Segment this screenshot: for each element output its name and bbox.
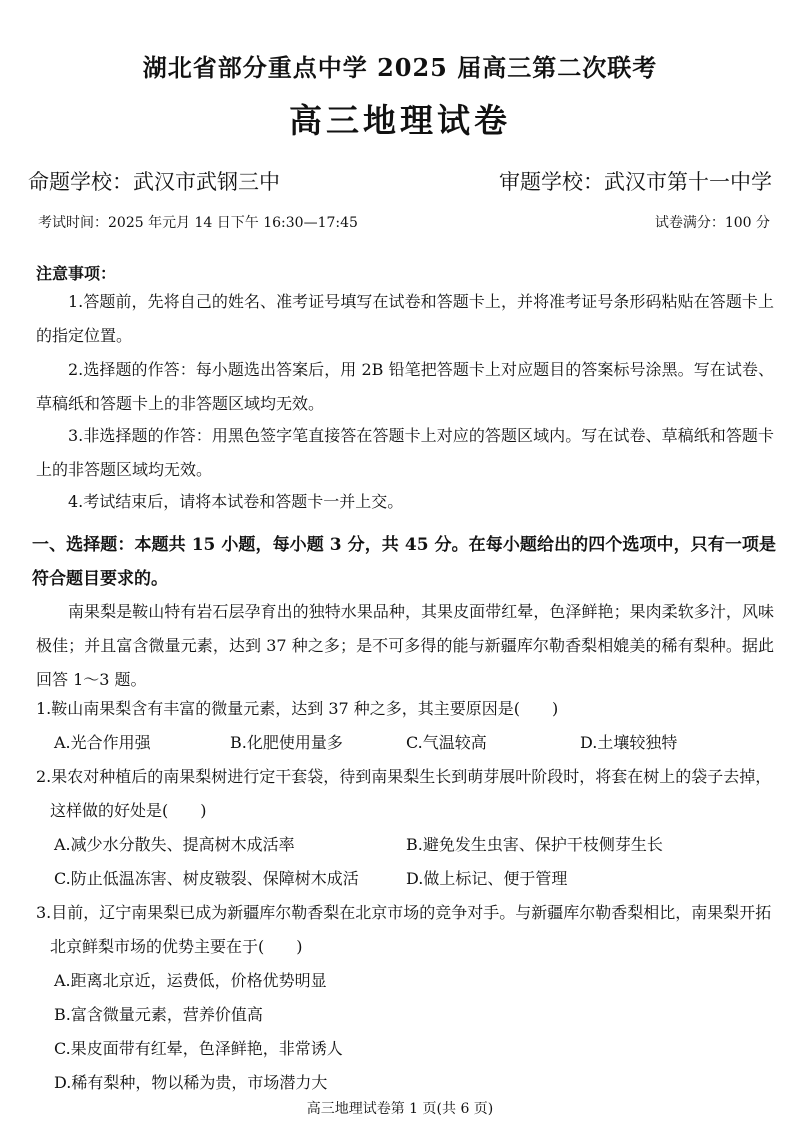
notice-item-3: 3.非选择题的作答：用黑色签字笔直接答在答题卡上对应的答题区域内。写在试卷、草稿纸和答题卡上的非答题区域均无效。 <box>36 426 774 479</box>
setter-school: 命题学校：武汉市武钢三中 <box>28 170 280 194</box>
question-2-option-d: D.做上标记、便于管理 <box>406 869 568 888</box>
notice-item-2: 2.选择题的作答：每小题选出答案后，用 2B 铅笔把答题卡上对应题目的答案标号涂黑。写在试卷、草稿纸和答题卡上的非答题区域均无效。 <box>36 360 774 413</box>
question-1-option-b: B.化肥使用量多 <box>230 733 343 752</box>
question-3-option-c: C.果皮面带有红晕，色泽鲜艳，非常诱人 <box>54 1039 343 1058</box>
question-2-option-b: B.避免发生虫害、保护干枝侧芽生长 <box>406 835 663 854</box>
section-heading: 一、选择题：本题共 15 小题，每小题 3 分，共 45 分。在每小题给出的四个选项中，只有一项是符合题目要求的。 <box>32 535 776 589</box>
exam-time: 考试时间：2025 年元月 14 日下午 16:30—17:45 <box>38 215 358 231</box>
question-1-option-c: C.气温较高 <box>406 733 487 752</box>
question-1-stem: 1.鞍山南果梨含有丰富的微量元素，达到 37 种之多，其主要原因是( ) <box>36 699 559 718</box>
reviewer-school: 审题学校：武汉市第十一中学 <box>499 170 772 194</box>
question-2-option-c: C.防止低温冻害、树皮皲裂、保障树木成活 <box>54 869 359 888</box>
question-1-option-a: A.光合作用强 <box>54 733 151 752</box>
question-3-stem: 3.目前，辽宁南果梨已成为新疆库尔勒香梨在北京市场的竞争对手。与新疆库尔勒香梨相比，南果梨开拓北京鲜梨市场的优势主要在于( ) <box>36 903 772 956</box>
question-1-option-d: D.土壤较独特 <box>580 733 678 752</box>
notice-item-1: 1.答题前，先将自己的姓名、准考证号填写在试卷和答题卡上，并将准考证号条形码粘贴在答题卡上的指定位置。 <box>36 292 774 345</box>
notice-title: 注意事项： <box>36 264 117 283</box>
question-2-stem: 2.果农对种植后的南果梨树进行定干套袋，待到南果梨生长到萌芽展叶阶段时，将套在树上的袋子去掉，这样做的好处是( ) <box>36 767 772 820</box>
question-3-option-a: A.距离北京近，运费低，价格优势明显 <box>54 971 327 990</box>
question-2-option-a: A.减少水分散失、提高树木成活率 <box>54 835 295 854</box>
page-footer: 高三地理试卷第 1 页(共 6 页) <box>306 1101 494 1117</box>
question-3-option-b: B.富含微量元素，营养价值高 <box>54 1005 263 1024</box>
exam-title: 湖北省部分重点中学 2025 届高三第二次联考 <box>142 53 658 82</box>
question-3-option-d: D.稀有梨种，物以稀为贵，市场潜力大 <box>54 1073 328 1092</box>
subject-title: 高三地理试卷 <box>289 101 511 140</box>
notice-item-4: 4.考试结束后，请将本试卷和答题卡一并上交。 <box>68 492 404 511</box>
full-score: 试卷满分：100 分 <box>654 215 770 231</box>
reading-passage: 南果梨是鞍山特有岩石层孕育出的独特水果品种，其果皮面带红晕，色泽鲜艳；果肉柔软多汁，风味极佳；并且富含微量元素，达到 37 种之多；是不可多得的能与新疆库尔勒香梨相媲美的稀有梨种。据此回答 1～3 题。 <box>36 602 774 689</box>
